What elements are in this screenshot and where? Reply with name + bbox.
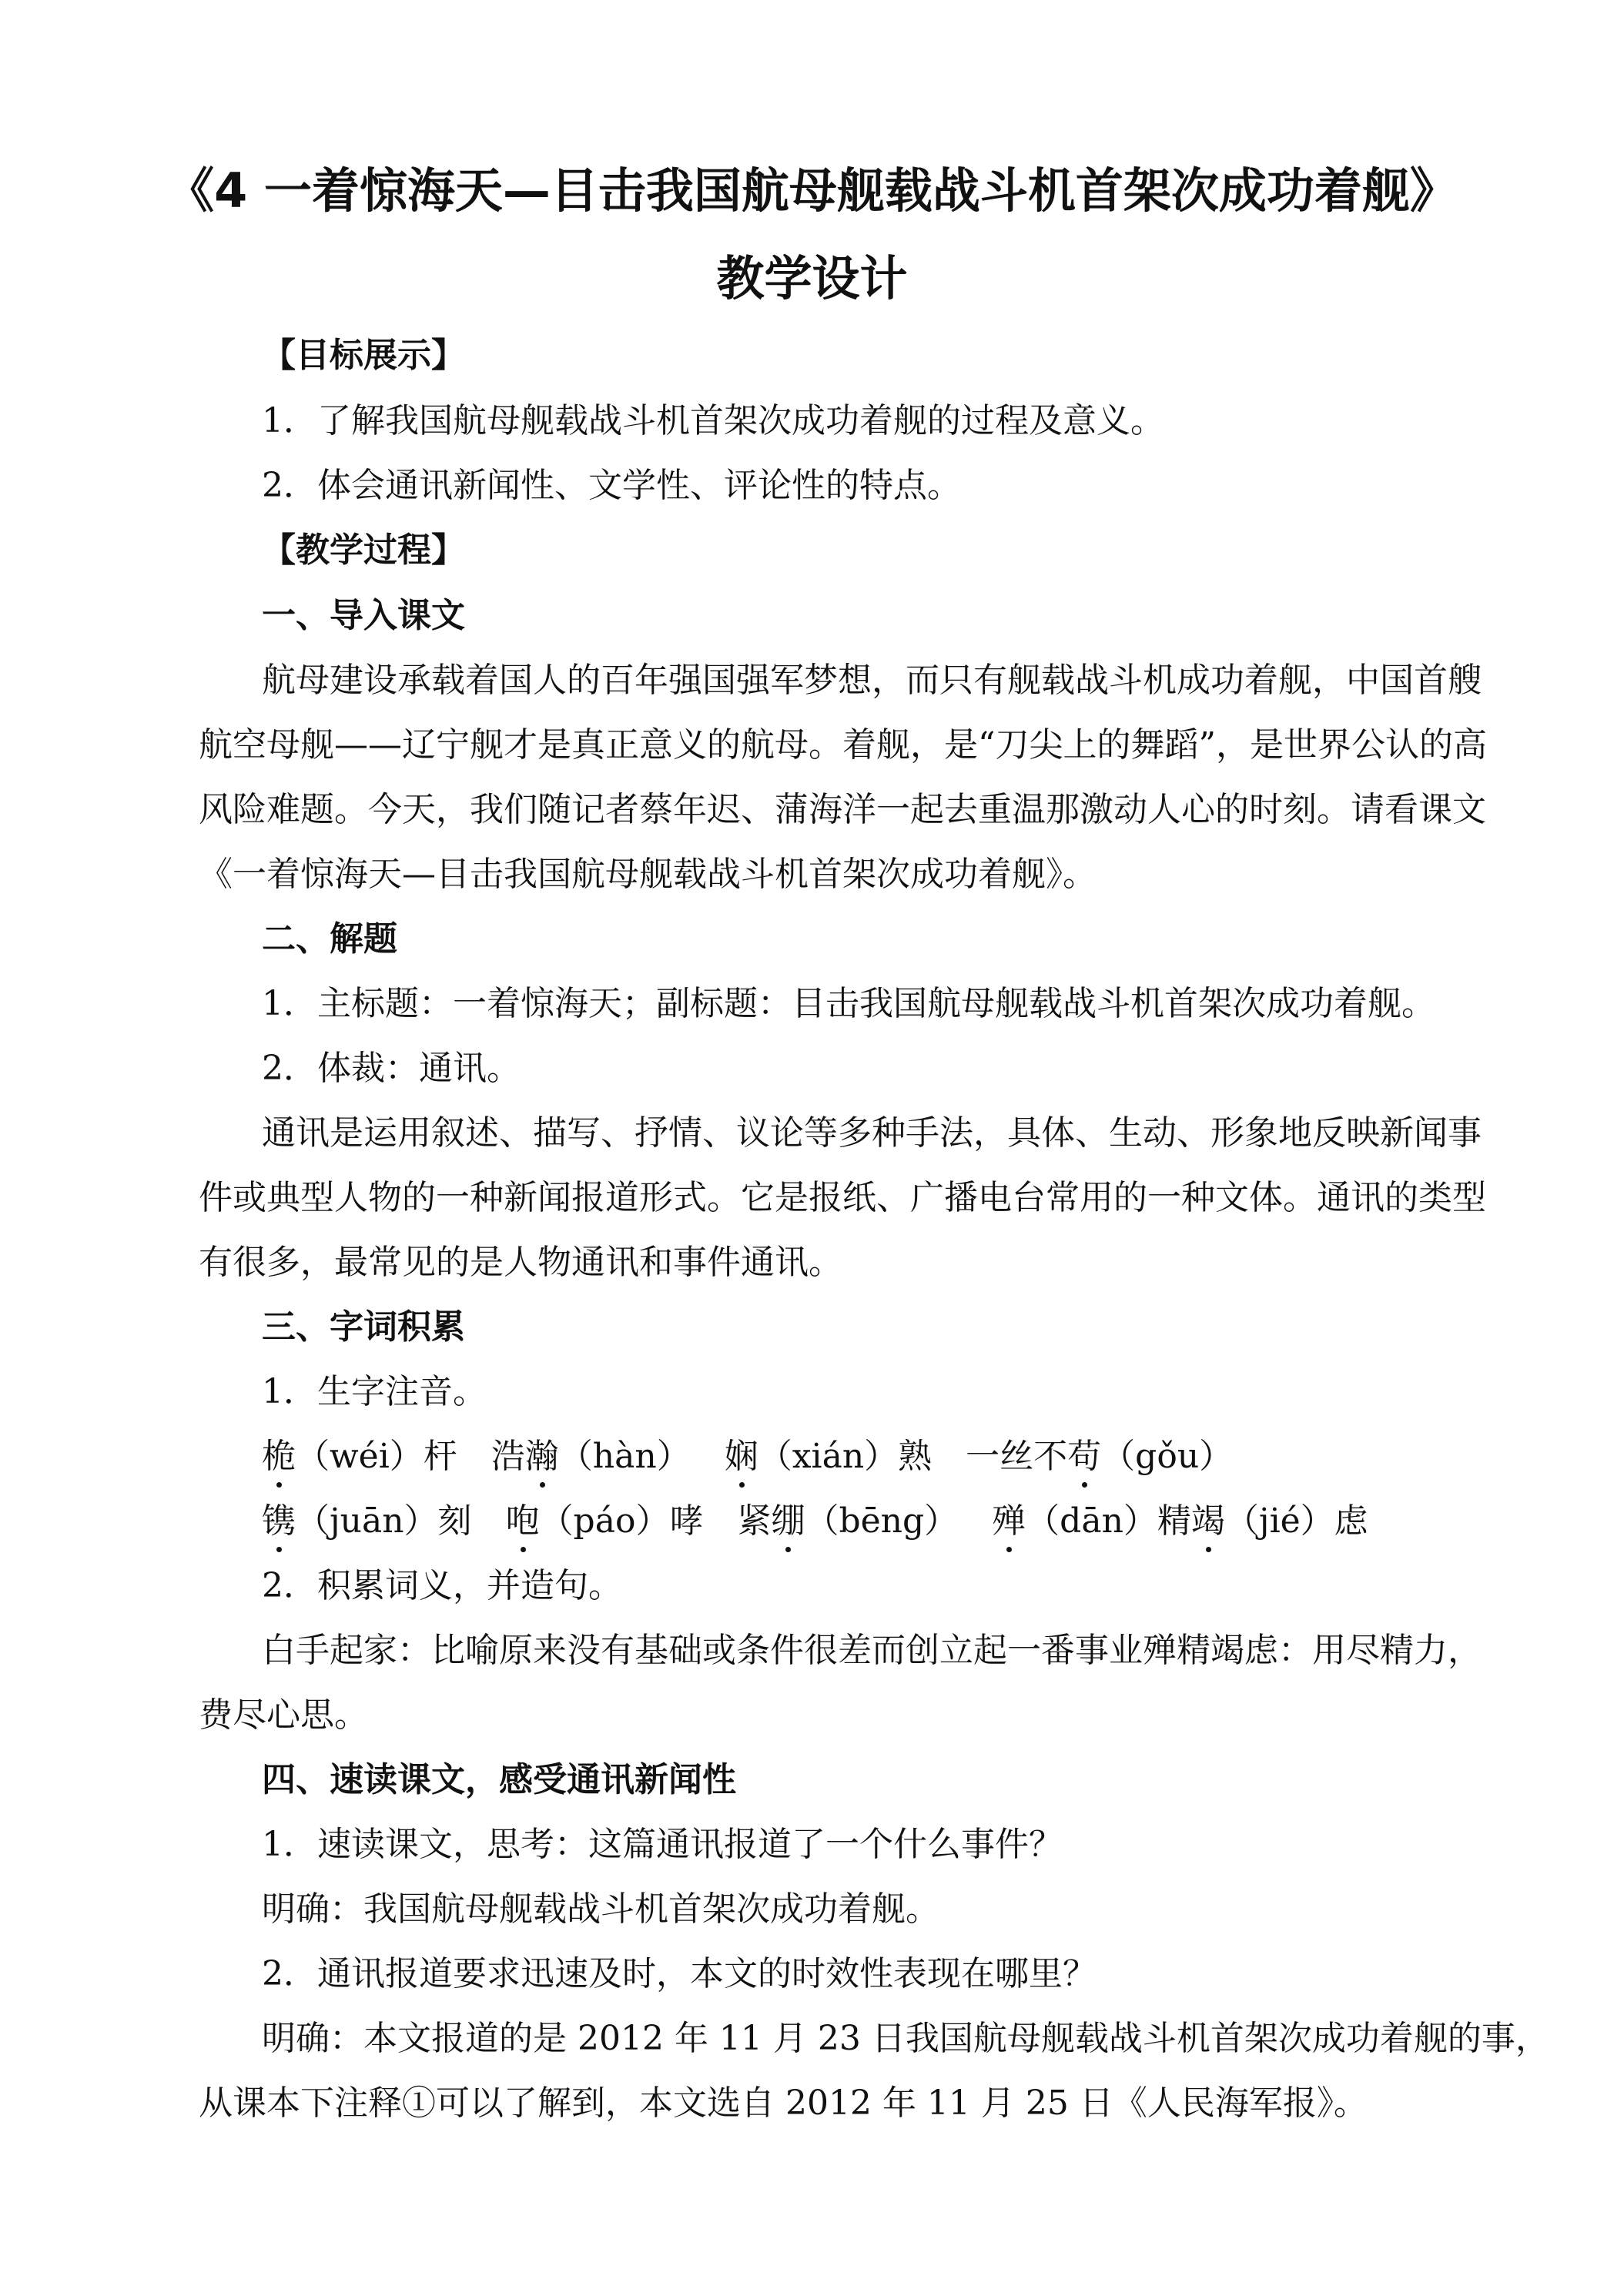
question-1: 1．速读课文，思考：这篇通讯报道了一个什么事件？ [262, 1825, 1063, 1864]
section-heading-title-analysis: 二、解题 [262, 919, 397, 959]
question-2: 2．通讯报道要求迅速及时，本文的时效性表现在哪里？ [262, 1954, 1097, 1993]
genre-paragraph-line: 件或典型人物的一种新闻报道形式。它是报纸、广播电台常用的一种文体。通讯的类型 [199, 1178, 1486, 1217]
section-heading-intro: 一、导入课文 [262, 596, 465, 635]
emphasis-char: 镌 [262, 1498, 296, 1545]
genre-paragraph-line: 有很多，最常见的是人物通讯和事件通讯。 [199, 1243, 842, 1282]
document-title: 《4 一着惊海天—目击我国航母舰载战斗机首架次成功着舰》 [166, 162, 1458, 219]
answer-2-line: 明确：本文报道的是 2012 年 11 月 23 日我国航母舰载战斗机首架次成功着舰的事， [262, 2019, 1549, 2058]
process-header: 【教学过程】 [262, 530, 465, 570]
answer-1: 明确：我国航母舰载战斗机首架次成功着舰。 [262, 1889, 939, 1929]
definition-line: 费尽心思。 [199, 1695, 368, 1735]
genre-paragraph-line: 通讯是运用叙述、描写、抒情、议论等多种手法，具体、生动、形象地反映新闻事 [262, 1113, 1482, 1153]
intro-paragraph-line: 《一着惊海天—目击我国航母舰载战斗机首架次成功着舰》。 [199, 855, 1097, 894]
emphasis-char: 咆 [506, 1498, 540, 1545]
vocab-item-1: 1．生字注音。 [262, 1372, 487, 1411]
section-heading-vocabulary: 三、字词积累 [262, 1307, 465, 1347]
emphasis-char: 桅 [262, 1434, 296, 1480]
emphasis-char: 竭 [1191, 1498, 1225, 1545]
definition-line: 白手起家：比喻原来没有基础或条件很差而创立起一番事业殚精竭虑：用尽精力， [262, 1631, 1482, 1670]
pinyin-row-1: 桅（wéi）杆 浩瀚（hàn） 娴（xián）熟 一丝不苟（gǒu） [262, 1434, 1233, 1480]
emphasis-char: 苟 [1067, 1434, 1101, 1480]
pinyin-row-2: 镌（juān）刻 咆（páo）哮 紧绷（bēng） 殚（dān）精竭（jié）虑 [262, 1498, 1368, 1545]
emphasis-char: 殚 [992, 1498, 1026, 1545]
emphasis-char: 瀚 [525, 1434, 559, 1480]
title-note-1: 1．主标题：一着惊海天；副标题：目击我国航母舰载战斗机首架次成功着舰。 [262, 984, 1435, 1023]
emphasis-char: 娴 [725, 1434, 758, 1480]
goals-header: 【目标展示】 [262, 336, 465, 375]
answer-2-line: 从课本下注释①可以了解到，本文选自 2012 年 11 月 25 日《人民海军报》。 [199, 2083, 1368, 2123]
intro-paragraph-line: 风险难题。今天，我们随记者蔡年迟、蒲海洋一起去重温那激动人心的时刻。请看课文 [199, 790, 1486, 829]
emphasis-char: 绷 [771, 1498, 805, 1545]
goal-item-2: 2．体会通讯新闻性、文学性、评论性的特点。 [262, 466, 961, 505]
document-subtitle: 教学设计 [716, 250, 908, 306]
goal-item-1: 1．了解我国航母舰载战斗机首架次成功着舰的过程及意义。 [262, 401, 1164, 440]
intro-paragraph-line: 航母建设承载着国人的百年强国强军梦想，而只有舰载战斗机成功着舰，中国首艘 [262, 661, 1482, 700]
title-note-2: 2．体裁：通讯。 [262, 1049, 521, 1088]
section-heading-speed-reading: 四、速读课文，感受通讯新闻性 [262, 1760, 736, 1799]
vocab-item-2: 2．积累词义，并造句。 [262, 1566, 622, 1605]
intro-paragraph-line: 航空母舰——辽宁舰才是真正意义的航母。着舰，是“刀尖上的舞蹈”，是世界公认的高 [199, 725, 1487, 765]
